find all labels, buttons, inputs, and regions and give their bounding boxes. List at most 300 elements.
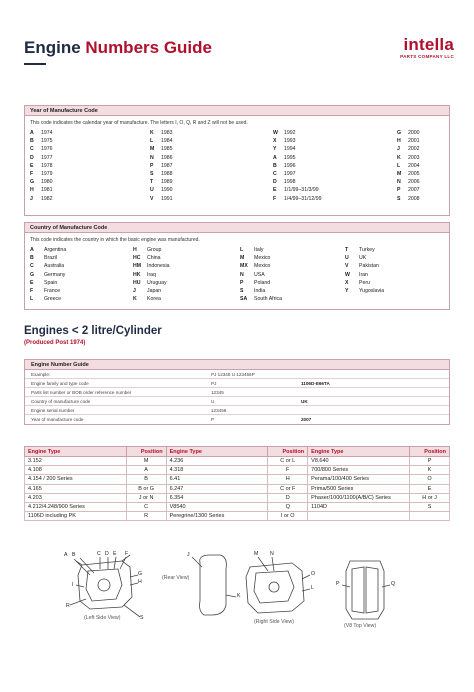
- guide-row: [25, 415, 449, 424]
- code-letter: L: [397, 162, 401, 169]
- code-letter: X: [273, 138, 277, 145]
- code-value: Japan: [147, 288, 162, 295]
- code-letter: J: [30, 195, 33, 202]
- code-value: Greece: [44, 296, 62, 303]
- code-row: [273, 137, 322, 145]
- title-underline: [24, 63, 46, 65]
- position-cell: E: [410, 484, 450, 493]
- code-value: 1979: [41, 171, 53, 178]
- diagram-label: S: [140, 615, 144, 621]
- code-letter: HC: [133, 255, 141, 262]
- code-row: [397, 170, 420, 178]
- engine-type-cell: 4.212/4.248/900 Series: [25, 502, 127, 511]
- diagram-label: D: [105, 551, 109, 557]
- code-value: 1992: [284, 130, 296, 136]
- code-row: [273, 195, 322, 203]
- code-row: [133, 271, 170, 279]
- guide-row: [25, 406, 449, 415]
- guide-row-label: Engine family and type code: [31, 381, 89, 386]
- code-letter: C: [30, 263, 34, 270]
- position-cell: B: [126, 475, 166, 484]
- guide-row-code: P: [211, 417, 215, 422]
- table-row: [25, 457, 450, 466]
- code-value: Italy: [254, 247, 264, 253]
- code-row: [240, 262, 282, 270]
- code-letter: S: [397, 195, 401, 202]
- engine-number-guide-rows: [25, 370, 449, 424]
- code-column: [30, 246, 66, 303]
- diagram-label: E: [113, 551, 117, 557]
- section-engines: [24, 325, 162, 346]
- v8-top-caption: (V8 Top View): [344, 623, 377, 629]
- code-row: [240, 246, 282, 254]
- code-value: 1987: [161, 162, 173, 169]
- code-letter: U: [345, 255, 349, 262]
- guide-row-code: PJ 12345 U 123456P: [211, 372, 255, 377]
- code-value: 1/1/99–31/3/99: [284, 187, 319, 194]
- diagram-label: P: [336, 581, 340, 587]
- code-value: 1995: [284, 154, 296, 161]
- code-letter: F: [273, 195, 277, 202]
- code-letter: S: [150, 171, 154, 178]
- code-row: [30, 145, 53, 153]
- code-letter: W: [273, 130, 278, 136]
- code-value: 1977: [41, 154, 53, 161]
- country-code-grid: [25, 246, 449, 308]
- diagram-label: C: [97, 551, 101, 557]
- code-letter: W: [345, 271, 350, 278]
- code-letter: H: [397, 138, 401, 145]
- code-letter: A: [30, 247, 34, 253]
- code-column: [397, 129, 420, 203]
- code-row: [30, 254, 66, 262]
- guide-row: [25, 370, 449, 379]
- code-row: [345, 271, 384, 279]
- code-letter: Y: [273, 146, 277, 153]
- header: [24, 36, 454, 68]
- diagram-drawings: [60, 545, 440, 635]
- code-value: 2000: [408, 130, 420, 136]
- engine-type-cell: Prima/500 Series: [308, 484, 410, 493]
- code-letter: H: [133, 247, 137, 253]
- code-row: [30, 279, 66, 287]
- guide-row-code: U: [211, 399, 215, 404]
- code-letter: T: [345, 247, 349, 253]
- code-letter: A: [30, 130, 34, 136]
- engine-type-cell: 700/800 Series: [308, 466, 410, 475]
- code-column: [150, 129, 173, 203]
- guide-row: [25, 388, 449, 397]
- code-value: Argentina: [44, 247, 67, 253]
- table-row: [25, 475, 450, 484]
- position-cell: Q: [268, 502, 308, 511]
- code-value: 2006: [408, 179, 420, 186]
- code-column: [240, 246, 282, 303]
- code-row: [30, 178, 53, 186]
- right-side-caption: (Right Side View): [254, 619, 294, 625]
- code-row: [30, 287, 66, 295]
- col-position: Position: [410, 447, 450, 457]
- code-row: [133, 295, 170, 303]
- diagram-label: M: [254, 551, 259, 557]
- code-row: [345, 254, 384, 262]
- code-row: [397, 162, 420, 170]
- guide-row-code: PJ: [211, 381, 217, 386]
- engine-type-cell: 4.203: [25, 493, 127, 502]
- engine-type-cell: 4.165: [25, 484, 127, 493]
- diagram-label: K: [237, 593, 241, 599]
- code-letter: MX: [240, 263, 248, 270]
- code-value: India: [254, 288, 266, 295]
- code-value: 1983: [161, 130, 173, 136]
- code-value: Poland: [254, 279, 271, 286]
- code-row: [150, 137, 173, 145]
- year-code-heading: Year of Manufacture Code: [25, 106, 449, 116]
- position-cell: [410, 512, 450, 521]
- code-letter: N: [150, 154, 154, 161]
- code-row: [273, 145, 322, 153]
- code-value: France: [44, 288, 61, 295]
- code-row: [30, 137, 53, 145]
- code-letter: J: [133, 288, 136, 295]
- diagram-label: I: [72, 582, 74, 588]
- position-cell: H or J: [410, 493, 450, 502]
- code-row: [273, 162, 322, 170]
- code-column: [30, 129, 53, 203]
- guide-row-value: UK: [301, 399, 308, 404]
- engine-type-cell: Peregrine/1300 Series: [166, 512, 268, 521]
- code-value: Indonesia: [147, 263, 170, 270]
- code-row: [30, 246, 66, 254]
- position-cell: C: [126, 502, 166, 511]
- code-value: 1998: [284, 179, 296, 186]
- engine-type-cell: [308, 512, 410, 521]
- title-part2: Numbers Guide: [85, 38, 212, 57]
- diagram-label: N: [270, 551, 274, 557]
- diagram-label: H: [138, 579, 142, 585]
- diagram-label: R: [66, 603, 70, 609]
- position-cell: R: [126, 512, 166, 521]
- col-engine-type: Engine Type: [25, 447, 127, 457]
- code-value: 1990: [161, 187, 173, 194]
- position-cell: C or F: [268, 484, 308, 493]
- code-value: Germany: [44, 271, 66, 278]
- code-letter: P: [150, 162, 154, 169]
- engine-type-cell: 1104D: [308, 502, 410, 511]
- code-row: [345, 262, 384, 270]
- code-value: 2001: [408, 138, 420, 145]
- engine-type-cell: 4.318: [166, 466, 268, 475]
- position-cell: D: [268, 493, 308, 502]
- code-value: 2007: [408, 187, 420, 194]
- engine-type-cell: Phaser/1000/1100(A/B/C) Series: [308, 493, 410, 502]
- code-letter: G: [397, 130, 402, 136]
- code-letter: B: [273, 162, 277, 169]
- guide-row-label: Example:: [31, 372, 51, 377]
- code-value: Turkey: [359, 247, 375, 253]
- section-subtitle: (Produced Post 1974): [24, 340, 86, 346]
- v8-top-drawing: [342, 561, 390, 619]
- code-value: 2005: [408, 171, 420, 178]
- code-value: South Africa: [254, 296, 282, 303]
- code-row: [133, 254, 170, 262]
- code-value: Pakistan: [359, 263, 379, 270]
- code-value: 1991: [161, 195, 173, 202]
- guide-row-code: 12345: [211, 390, 224, 395]
- code-row: [133, 246, 170, 254]
- code-letter: E: [30, 279, 34, 286]
- code-value: 2003: [408, 154, 420, 161]
- code-column: [273, 129, 322, 203]
- code-row: [30, 129, 53, 137]
- code-value: Mexico: [254, 263, 271, 270]
- position-cell: J or N: [126, 493, 166, 502]
- code-letter: P: [240, 279, 244, 286]
- code-row: [150, 170, 173, 178]
- code-letter: S: [240, 288, 244, 295]
- section-title: Engines < 2 litre/Cylinder: [24, 325, 162, 337]
- table-row: [25, 466, 450, 475]
- code-letter: M: [150, 146, 155, 153]
- code-row: [30, 262, 66, 270]
- code-letter: M: [240, 255, 245, 262]
- code-value: 1975: [41, 138, 53, 145]
- guide-row: [25, 379, 449, 388]
- code-row: [345, 246, 384, 254]
- rear-view-caption: (Rear View): [162, 575, 190, 581]
- engine-position-table: [24, 446, 450, 521]
- country-code-panel: [24, 222, 450, 310]
- code-letter: N: [397, 179, 401, 186]
- code-row: [345, 287, 384, 295]
- code-value: 1974: [41, 130, 53, 136]
- position-cell: B or G: [126, 484, 166, 493]
- code-letter: HM: [133, 263, 142, 270]
- code-letter: K: [133, 296, 137, 303]
- code-value: 1982: [41, 195, 53, 202]
- code-value: Spain: [44, 279, 58, 286]
- guide-row-code: 123456: [211, 408, 227, 413]
- code-row: [273, 154, 322, 162]
- code-letter: T: [150, 179, 154, 186]
- engine-number-guide: [24, 359, 450, 425]
- code-letter: K: [397, 154, 401, 161]
- code-letter: C: [30, 146, 34, 153]
- code-value: Mexico: [254, 255, 271, 262]
- code-row: [397, 137, 420, 145]
- guide-row-value: 1106D-E66TA: [301, 381, 330, 386]
- code-row: [397, 186, 420, 194]
- code-value: 1986: [161, 154, 173, 161]
- year-code-panel: [24, 105, 450, 216]
- year-code-grid: [25, 129, 449, 207]
- position-cell: P: [410, 457, 450, 466]
- position-cell: O: [410, 475, 450, 484]
- code-row: [150, 195, 173, 203]
- code-letter: G: [30, 271, 35, 278]
- engine-type-cell: 6.354: [166, 493, 268, 502]
- table-row: [25, 493, 450, 502]
- code-row: [30, 295, 66, 303]
- col-engine-type: Engine Type: [166, 447, 268, 457]
- code-row: [30, 162, 53, 170]
- code-letter: J: [397, 146, 400, 153]
- code-value: 1993: [284, 138, 296, 145]
- code-value: 2008: [408, 195, 420, 202]
- code-row: [397, 145, 420, 153]
- table-row: [25, 502, 450, 511]
- code-row: [240, 279, 282, 287]
- code-row: [133, 287, 170, 295]
- code-letter: G: [30, 179, 35, 186]
- col-position: Position: [268, 447, 308, 457]
- code-value: Uruguay: [147, 279, 167, 286]
- code-letter: B: [30, 255, 34, 262]
- code-value: UK: [359, 255, 367, 262]
- diagram-label: Q: [391, 581, 396, 587]
- left-side-engine-drawing: [70, 555, 143, 617]
- code-letter: HU: [133, 279, 141, 286]
- code-row: [240, 295, 282, 303]
- code-row: [30, 186, 53, 194]
- code-value: Iraq: [147, 271, 156, 278]
- code-letter: D: [30, 154, 34, 161]
- code-value: USA: [254, 271, 265, 278]
- code-value: 1984: [161, 138, 173, 145]
- code-row: [150, 162, 173, 170]
- diagram-label: A: [64, 552, 68, 558]
- right-side-engine-drawing: [246, 557, 310, 613]
- position-cell: K: [410, 466, 450, 475]
- code-value: 1976: [41, 146, 53, 153]
- code-letter: L: [240, 247, 244, 253]
- code-row: [273, 129, 322, 137]
- code-row: [240, 271, 282, 279]
- code-value: China: [147, 255, 161, 262]
- diagram-label: O: [311, 571, 316, 577]
- code-letter: L: [30, 296, 34, 303]
- code-letter: K: [150, 130, 154, 136]
- table-header-row: [25, 447, 450, 457]
- brand-logo: [400, 36, 454, 59]
- code-letter: V: [345, 263, 349, 270]
- code-value: 1980: [41, 179, 53, 186]
- code-letter: H: [30, 187, 34, 194]
- code-letter: P: [397, 187, 401, 194]
- table-row: [25, 484, 450, 493]
- engine-type-cell: 3.152: [25, 457, 127, 466]
- code-row: [133, 279, 170, 287]
- engine-diagrams: [60, 545, 440, 635]
- code-value: 1981: [41, 187, 53, 194]
- country-code-description: This code indicates the country in which the basic engine was manufactured.: [30, 237, 200, 243]
- code-row: [133, 262, 170, 270]
- code-row: [30, 170, 53, 178]
- col-position: Position: [126, 447, 166, 457]
- engine-type-cell: 4.108: [25, 466, 127, 475]
- guide-row-value: 2007: [301, 417, 312, 422]
- engine-type-cell: 4.154 / 200 Series: [25, 475, 127, 484]
- code-letter: A: [273, 154, 277, 161]
- col-engine-type: Engine Type: [308, 447, 410, 457]
- code-value: 2002: [408, 146, 420, 153]
- code-letter: Y: [345, 288, 349, 295]
- code-row: [30, 154, 53, 162]
- code-row: [150, 129, 173, 137]
- code-value: Brazil: [44, 255, 57, 262]
- code-row: [240, 287, 282, 295]
- engine-type-cell: 6.41: [166, 475, 268, 484]
- year-code-description: This code indicates the calendar year of manufacture. The letters I, O, Q, R and Z will not be used.: [30, 120, 248, 126]
- code-letter: N: [240, 271, 244, 278]
- code-row: [150, 154, 173, 162]
- position-cell: F: [268, 466, 308, 475]
- engine-type-cell: 6.247: [166, 484, 268, 493]
- guide-row-label: Country of manufacture code: [31, 399, 91, 404]
- code-row: [273, 186, 322, 194]
- diagram-label: B: [72, 552, 76, 558]
- code-row: [150, 186, 173, 194]
- code-letter: HK: [133, 271, 141, 278]
- code-column: [345, 246, 384, 295]
- code-letter: F: [30, 288, 34, 295]
- code-value: 1996: [284, 162, 296, 169]
- code-row: [273, 170, 322, 178]
- code-letter: C: [273, 171, 277, 178]
- code-value: Iran: [359, 271, 368, 278]
- code-letter: U: [150, 187, 154, 194]
- code-row: [240, 254, 282, 262]
- position-cell: C or L: [268, 457, 308, 466]
- engine-type-cell: Perama/100/400 Series: [308, 475, 410, 484]
- code-row: [273, 178, 322, 186]
- position-cell: A: [126, 466, 166, 475]
- position-cell: M: [126, 457, 166, 466]
- code-value: 1978: [41, 162, 53, 169]
- country-code-heading: Country of Manufacture Code: [25, 223, 449, 233]
- position-cell: I or O: [268, 512, 308, 521]
- code-row: [150, 145, 173, 153]
- logo-wordmark: intella: [403, 35, 454, 54]
- engine-type-cell: V8.640: [308, 457, 410, 466]
- position-cell: S: [410, 502, 450, 511]
- code-row: [397, 154, 420, 162]
- guide-row-label: Parts list number or BOB order reference number: [31, 390, 132, 395]
- code-row: [345, 279, 384, 287]
- diagram-label: J: [187, 552, 190, 558]
- code-row: [397, 178, 420, 186]
- code-value: 1989: [161, 179, 173, 186]
- diagram-label: G: [138, 571, 143, 577]
- engine-type-cell: V8540: [166, 502, 268, 511]
- engine-type-cell: 1106D including PK: [25, 512, 127, 521]
- code-letter: D: [273, 179, 277, 186]
- code-value: Group: [147, 247, 162, 253]
- code-value: 2004: [408, 162, 420, 169]
- guide-row-label: Year of manufacture code: [31, 417, 84, 422]
- code-value: 1994: [284, 146, 296, 153]
- code-letter: F: [30, 171, 34, 178]
- code-value: 1997: [284, 171, 296, 178]
- code-letter: E: [30, 162, 34, 169]
- left-side-caption: (Left Side View): [84, 615, 121, 621]
- table-row: [25, 512, 450, 521]
- logo-subtitle: PARTS COMPANY LLC: [400, 54, 454, 59]
- guide-row-label: Engine serial number: [31, 408, 75, 413]
- code-value: Korea: [147, 296, 161, 303]
- code-row: [30, 195, 53, 203]
- diagram-label: L: [311, 585, 314, 591]
